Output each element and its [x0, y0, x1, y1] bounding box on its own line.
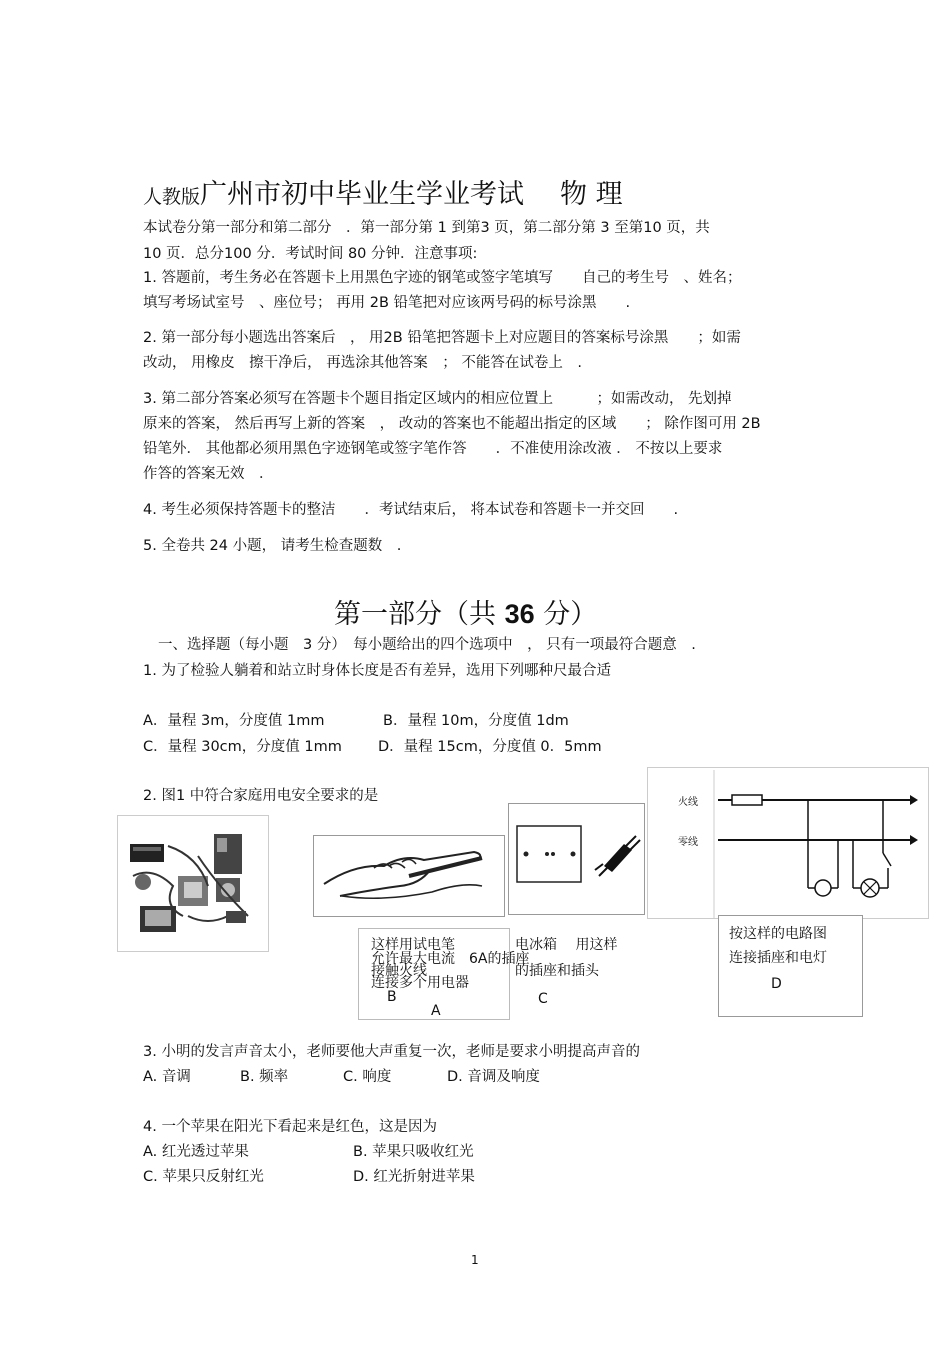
figure-b-caption-label: B	[387, 989, 397, 1005]
part1-title-a: 第一部分（共	[334, 599, 505, 630]
note-3-line-3: 铅笔外． 其他都必须用黑色字迹钢笔或签字笔作答 ．不准使用涂改液 ． 不按以上要求	[143, 441, 723, 457]
note-2-line-2: 改动， 用橡皮 擦干净后， 再选涂其他答案 ； 不能答在试卷上 .	[143, 355, 582, 371]
q1-option-b: B．量程 10m，分度值 1dm	[383, 713, 569, 729]
intro-line-1: 本试卷分第一部分和第二部分 ．第一部分第 1 到第3 页，第二部分第 3 至第10 页，共	[143, 220, 710, 236]
figure-b-caption-2: 接触火线	[371, 963, 427, 979]
q3-option-c: C. 响度	[343, 1069, 392, 1085]
q4-stem: 4. 一个苹果在阳光下看起来是红色，这是因为	[143, 1119, 437, 1135]
neutral-wire-label: 零线	[678, 837, 698, 848]
note-4-line-1: 4. 考生必须保持答题卡的整洁 ．考试结束后， 将本试卷和答题卡一并交回 .	[143, 502, 679, 518]
figure-b-test-pen	[313, 835, 505, 917]
figure-d-circuit	[647, 767, 929, 919]
q3-option-a: A. 音调	[143, 1069, 191, 1085]
part1-instruction: 一、选择题（每小题 3 分） 每小题给出的四个选项中 ， 只有一项最符合题意 .	[158, 637, 696, 653]
title-prefix: 人教版	[143, 186, 201, 208]
note-1-line-1: 1. 答题前，考生务必在答题卡上用黑色字迹的钢笔或签字笔填写 自己的考生号 、姓名；	[143, 270, 742, 286]
note-2-line-1: 2. 第一部分每小题选出答案后 ， 用2B 铅笔把答题卡上对应题目的答案标号涂黑 ；如需	[143, 330, 741, 346]
q4-option-c: C. 苹果只反射红光	[143, 1169, 264, 1185]
note-5-line-1: 5. 全卷共 24 小题， 请考生检查题数 .	[143, 538, 402, 554]
figure-d-caption-label: D	[771, 976, 782, 992]
figure-d-caption-1: 按这样的电路图	[729, 926, 827, 942]
title-subject: 物 理	[560, 179, 623, 210]
socket-plug-illustration	[509, 804, 644, 914]
q3-option-d: D. 音调及响度	[447, 1069, 540, 1085]
figure-c-caption-label: C	[538, 991, 548, 1007]
figure-c-caption-1: 电冰箱 用这样	[515, 937, 618, 953]
live-wire-label: 火线	[678, 797, 698, 808]
page-title	[143, 172, 623, 211]
q1-option-d: D．量程 15cm，分度值 0．5mm	[378, 739, 602, 755]
note-1-line-2: 填写考场试室号 、座位号； 再用 2B 铅笔把对应该两号码的标号涂黑 .	[143, 295, 631, 311]
note-3-line-4: 作答的答案无效 ．	[143, 466, 274, 482]
intro-line-2: 10 页．总分100 分．考试时间 80 分钟．注意事项:	[143, 246, 478, 262]
part1-title-b: 分）	[534, 599, 598, 630]
figure-d-caption-2: 连接插座和电灯	[729, 950, 827, 966]
title-main: 广州市初中毕业生学业考试	[200, 179, 525, 210]
part1-title-score: 36	[504, 599, 535, 629]
q3-option-b: B. 频率	[240, 1069, 289, 1085]
q4-option-a: A. 红光透过苹果	[143, 1144, 249, 1160]
q1-stem: 1. 为了检验人躺着和站立时身体长度是否有差异，选用下列哪种尺最合适	[143, 663, 611, 679]
figure-a-appliances	[117, 815, 269, 952]
q4-option-b: B. 苹果只吸收红光	[353, 1144, 474, 1160]
q4-option-d: D. 红光折射进苹果	[353, 1169, 475, 1185]
q2-stem: 2. 图1 中符合家庭用电安全要求的是	[143, 788, 379, 804]
hand-test-pen-illustration	[314, 836, 504, 916]
appliances-illustration	[118, 816, 268, 951]
q1-option-c: C．量程 30cm，分度值 1mm	[143, 739, 342, 755]
figure-a-caption-2: 连接多个用电器	[371, 975, 469, 991]
figure-c-caption-2: 的插座和插头	[515, 963, 599, 979]
note-3-line-1: 3. 第二部分答案必须写在答题卡个题目指定区域内的相应位置上 ；如需改动， 先划掉	[143, 391, 732, 407]
q3-stem: 3. 小明的发言声音太小，老师要他大声重复一次，老师是要求小明提高声音的	[143, 1044, 640, 1060]
q1-option-a: A．量程 3m，分度值 1mm	[143, 713, 325, 729]
figure-a-b-caption-frame	[358, 928, 510, 1020]
part1-title	[334, 592, 597, 631]
figure-a-caption-1: 允许最大电流 6A的插座	[371, 951, 530, 967]
figure-b-caption-1: 这样用试电笔	[371, 937, 455, 953]
page-number: 1	[471, 1253, 479, 1267]
figure-a-caption-label: A	[431, 1003, 441, 1019]
figure-c-socket-plug	[508, 803, 645, 915]
note-3-line-2: 原来的答案， 然后再写上新的答案 ， 改动的答案也不能超出指定的区域 ； 除作图可用 2B	[143, 416, 761, 432]
